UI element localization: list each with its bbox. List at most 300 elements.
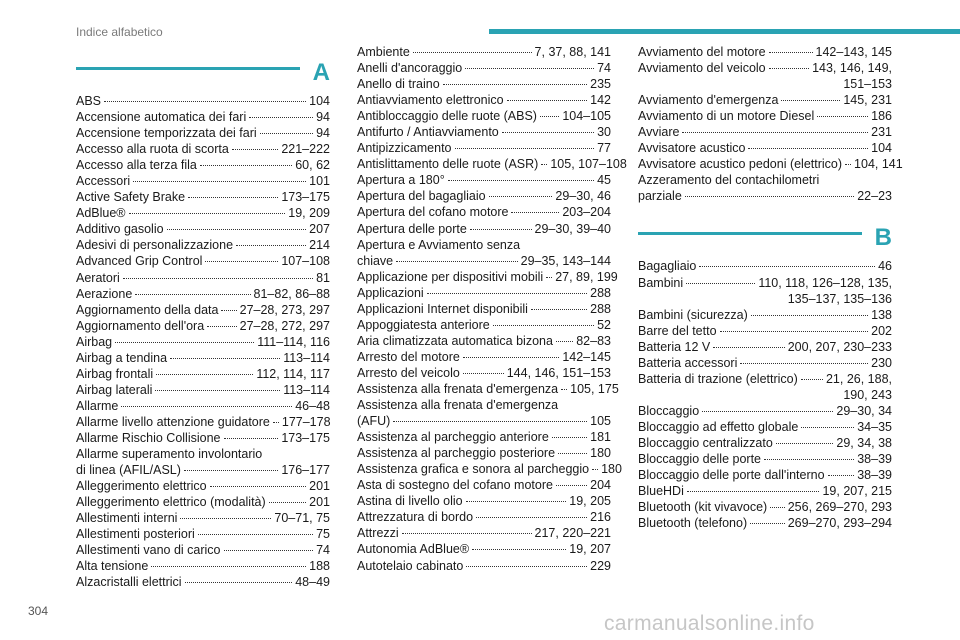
page-number: 304 bbox=[28, 604, 49, 618]
section-a-letter: A bbox=[312, 59, 330, 86]
entry-term: Applicazioni bbox=[357, 285, 424, 300]
index-entry bbox=[638, 156, 903, 172]
entry-pages: 145, 231 bbox=[843, 93, 892, 108]
entry-pages: 113–114 bbox=[283, 382, 330, 397]
index-entry bbox=[638, 323, 892, 339]
entry-pages: 81 bbox=[316, 270, 330, 285]
dot-leader bbox=[801, 427, 854, 428]
entry-term: Allestimenti vano di carico bbox=[76, 543, 221, 558]
entry-pages: 177–178 bbox=[281, 414, 331, 429]
entry-pages: 203–204 bbox=[562, 205, 611, 220]
entry-pages: 214 bbox=[309, 238, 330, 253]
entry-term: Aerazione bbox=[76, 286, 133, 301]
entry-term: Accessori bbox=[76, 174, 131, 189]
dot-leader bbox=[249, 117, 313, 118]
dot-leader bbox=[541, 164, 547, 165]
index-entry bbox=[357, 237, 611, 253]
index-entry bbox=[76, 574, 330, 590]
entry-term: Anelli d'ancoraggio bbox=[357, 61, 463, 76]
entry-term: Arresto del motore bbox=[357, 349, 460, 364]
entry-term: Airbag bbox=[76, 334, 113, 349]
index-entry bbox=[357, 285, 611, 301]
entry-term: Avviare bbox=[638, 125, 680, 140]
index-entry bbox=[357, 349, 611, 365]
entry-term: ABS bbox=[76, 94, 102, 108]
index-column-3 bbox=[638, 44, 903, 531]
entry-pages: 19, 207 bbox=[569, 542, 611, 557]
dot-leader bbox=[531, 309, 587, 310]
index-entry bbox=[76, 446, 330, 462]
entry-term: Allarme superamento involontario bbox=[76, 447, 263, 462]
index-entry bbox=[76, 109, 330, 125]
entry-pages: 104 bbox=[871, 141, 892, 156]
entry-pages: 256, 269–270, 293 bbox=[787, 500, 892, 515]
entry-pages: 52 bbox=[597, 317, 611, 332]
entry-term: Alleggerimento elettrico bbox=[76, 479, 207, 494]
entry-term: Bloccaggio delle porte bbox=[638, 452, 761, 467]
dot-leader bbox=[466, 566, 587, 567]
entry-pages: 288 bbox=[590, 285, 611, 300]
entry-term: Accesso alla terza fila bbox=[76, 158, 197, 173]
index-entry bbox=[357, 397, 611, 413]
entry-pages: 70–71, 75 bbox=[274, 511, 330, 526]
index-entry bbox=[638, 60, 892, 76]
entry-pages: 104 bbox=[309, 94, 330, 108]
entry-term: Avvisatore acustico bbox=[638, 141, 746, 156]
index-entry bbox=[638, 355, 892, 371]
index-column-1 bbox=[76, 59, 331, 590]
dot-leader bbox=[489, 196, 553, 197]
entry-pages: 288 bbox=[590, 301, 611, 316]
entry-pages: 217, 220–221 bbox=[534, 526, 611, 541]
index-entry bbox=[76, 334, 330, 350]
entry-pages: 188 bbox=[309, 559, 330, 574]
index-entry bbox=[638, 172, 892, 188]
watermark: carmanualsonline.info bbox=[604, 612, 815, 635]
entry-pages: 105 bbox=[590, 414, 611, 429]
dot-leader bbox=[687, 491, 820, 492]
dot-leader bbox=[502, 132, 594, 133]
entry-term: Airbag a tendina bbox=[76, 350, 168, 365]
entry-pages: 38–39 bbox=[857, 468, 892, 483]
entry-term: Antislittamento delle ruote (ASR) bbox=[357, 157, 539, 172]
dot-leader bbox=[748, 148, 868, 149]
dot-leader bbox=[556, 341, 573, 342]
index-entry bbox=[76, 189, 330, 205]
entry-pages: 46 bbox=[878, 259, 892, 274]
dot-leader bbox=[151, 566, 306, 567]
dot-leader bbox=[750, 523, 785, 524]
entry-term: Azzeramento del contachilometri bbox=[638, 173, 820, 188]
dot-leader bbox=[472, 549, 566, 550]
entry-pages: 231 bbox=[871, 125, 892, 140]
entry-pages: 81–82, 86–88 bbox=[253, 286, 330, 301]
entry-pages: 19, 209 bbox=[288, 206, 330, 221]
dot-leader bbox=[592, 469, 598, 470]
index-entry bbox=[638, 515, 892, 531]
index-entry bbox=[76, 526, 330, 542]
index-entry bbox=[76, 237, 330, 253]
entry-pages: 180 bbox=[601, 462, 622, 477]
index-entry bbox=[357, 156, 627, 172]
entry-pages: 75 bbox=[316, 527, 330, 542]
entry-pages: 111–114, 116 bbox=[257, 334, 330, 349]
index-entry bbox=[638, 403, 892, 419]
dot-leader bbox=[546, 277, 552, 278]
dot-leader bbox=[466, 501, 567, 502]
dot-leader bbox=[135, 294, 250, 295]
entry-term: Allestimenti posteriori bbox=[76, 527, 195, 542]
index-entry bbox=[357, 541, 611, 557]
entry-pages: 229 bbox=[590, 558, 611, 573]
entry-term: Autonomia AdBlue® bbox=[357, 542, 470, 557]
entry-pages: 105, 175 bbox=[570, 381, 619, 396]
entry-pages: 27–28, 273, 297 bbox=[239, 302, 330, 317]
dot-leader bbox=[123, 278, 313, 279]
dot-leader bbox=[686, 283, 755, 284]
index-entry bbox=[357, 269, 618, 285]
entry-term: Aggiornamento dell'ora bbox=[76, 318, 205, 333]
dot-leader bbox=[556, 485, 587, 486]
dot-leader bbox=[207, 326, 236, 327]
entry-pages: 180 bbox=[590, 446, 611, 461]
entry-term: Airbag laterali bbox=[76, 382, 153, 397]
entry-pages: 110, 118, 126–128, 135, bbox=[758, 275, 892, 290]
entry-pages: 19, 207, 215 bbox=[822, 484, 892, 499]
entry-pages: 45 bbox=[597, 173, 611, 188]
index-entry bbox=[76, 318, 330, 334]
entry-pages: 151–153 bbox=[843, 77, 892, 92]
entry-pages: 201 bbox=[309, 479, 330, 494]
entry-term: Avvisatore acustico pedoni (elettrico) bbox=[638, 157, 843, 172]
index-entry bbox=[357, 204, 611, 220]
entry-pages: 34–35 bbox=[857, 419, 892, 434]
dot-leader bbox=[770, 507, 784, 508]
entry-pages: 142 bbox=[590, 93, 611, 108]
index-entry bbox=[638, 499, 892, 515]
index-entry bbox=[76, 414, 330, 430]
entry-term: Batteria di trazione (elettrico) bbox=[638, 371, 798, 386]
entry-term: Airbag frontali bbox=[76, 366, 154, 381]
entry-pages: 27, 89, 199 bbox=[555, 269, 618, 284]
entry-term: Appoggiatesta anteriore bbox=[357, 317, 490, 332]
dot-leader bbox=[720, 331, 869, 332]
entry-pages: 204 bbox=[590, 478, 611, 493]
entry-pages: 94 bbox=[316, 110, 330, 125]
entry-term: Avviamento del veicolo bbox=[638, 61, 766, 76]
index-entry bbox=[76, 205, 330, 221]
entry-term: Attrezzatura di bordo bbox=[357, 510, 474, 525]
index-entry bbox=[357, 461, 622, 477]
dot-leader bbox=[115, 342, 254, 343]
entry-term: Advanced Grip Control bbox=[76, 254, 203, 269]
entry-pages: 29–30, 34 bbox=[836, 403, 892, 418]
entry-pages: 21, 26, 188, bbox=[825, 371, 892, 386]
dot-leader bbox=[558, 453, 587, 454]
entry-pages: 201 bbox=[309, 495, 330, 510]
index-entry bbox=[357, 221, 611, 237]
section-b-rule bbox=[638, 232, 862, 235]
entry-term: (AFU) bbox=[357, 414, 391, 429]
dot-leader bbox=[776, 443, 834, 444]
index-entry bbox=[638, 339, 892, 355]
dot-leader bbox=[269, 502, 306, 503]
entry-pages: 200, 207, 230–233 bbox=[787, 339, 892, 354]
index-entry bbox=[357, 445, 611, 461]
index-entry bbox=[357, 92, 611, 108]
dot-leader bbox=[170, 358, 280, 359]
entry-term: Anello di traino bbox=[357, 77, 440, 92]
dot-leader bbox=[393, 421, 587, 422]
entry-term: Antipizzicamento bbox=[357, 141, 452, 156]
entry-term: AdBlue® bbox=[76, 206, 126, 221]
dot-leader bbox=[396, 261, 517, 262]
dot-leader bbox=[511, 212, 559, 213]
index-entry bbox=[357, 477, 611, 493]
entry-term: Additivo gasolio bbox=[76, 222, 164, 237]
index-entry bbox=[76, 430, 330, 446]
index-entry bbox=[76, 366, 330, 382]
entry-term: Bluetooth (kit vivavoce) bbox=[638, 500, 768, 515]
entry-pages: 74 bbox=[316, 543, 330, 558]
index-entry bbox=[638, 124, 892, 140]
entry-term: Arresto del veicolo bbox=[357, 365, 460, 380]
section-b-header bbox=[638, 224, 892, 257]
entry-term: Adesivi di personalizzazione bbox=[76, 238, 234, 253]
index-entry bbox=[76, 286, 330, 302]
entry-pages: 142–143, 145 bbox=[815, 45, 892, 59]
entry-pages: 107–108 bbox=[281, 254, 330, 269]
dot-leader bbox=[133, 181, 306, 182]
index-column-2 bbox=[357, 44, 627, 574]
index-entry bbox=[638, 258, 892, 274]
index-entry bbox=[357, 253, 611, 269]
index-entry bbox=[638, 387, 892, 403]
dot-leader bbox=[236, 245, 306, 246]
entry-pages: 38–39 bbox=[857, 452, 892, 467]
index-entry bbox=[76, 125, 330, 141]
entry-term: Bloccaggio bbox=[638, 403, 700, 418]
index-entry bbox=[357, 365, 611, 381]
index-entry bbox=[638, 275, 892, 291]
entry-term: di linea (AFIL/ASL) bbox=[76, 463, 181, 478]
index-entry bbox=[357, 558, 611, 574]
entry-term: Apertura e Avviamento senza bbox=[357, 237, 521, 252]
index-entry bbox=[357, 333, 611, 349]
entry-term: Applicazione per dispositivi mobili bbox=[357, 269, 544, 284]
index-entry bbox=[76, 542, 330, 558]
header-accent-bar bbox=[489, 29, 960, 34]
dot-leader bbox=[540, 116, 559, 117]
dot-leader bbox=[476, 517, 587, 518]
dot-leader bbox=[470, 229, 532, 230]
index-entry bbox=[357, 301, 611, 317]
dot-leader bbox=[682, 132, 868, 133]
entry-term: Accesso alla ruota di scorta bbox=[76, 142, 229, 157]
index-entry bbox=[357, 493, 611, 509]
index-list-a-col2 bbox=[357, 44, 627, 574]
dot-leader bbox=[817, 116, 868, 117]
entry-pages: 181 bbox=[590, 430, 611, 445]
dot-leader bbox=[713, 347, 784, 348]
index-entry bbox=[357, 172, 611, 188]
index-entry bbox=[76, 510, 330, 526]
entry-pages: 22–23 bbox=[857, 189, 892, 204]
dot-leader bbox=[180, 518, 271, 519]
index-entry bbox=[76, 462, 330, 478]
index-entry bbox=[357, 140, 611, 156]
entry-term: Apertura delle porte bbox=[357, 221, 467, 236]
index-entry bbox=[76, 253, 330, 269]
index-entry bbox=[638, 44, 892, 60]
entry-term: Apertura del bagagliaio bbox=[357, 189, 486, 204]
entry-term: Bloccaggio delle porte dall'interno bbox=[638, 468, 825, 483]
dot-leader bbox=[121, 406, 292, 407]
index-entry bbox=[638, 291, 892, 307]
entry-pages: 113–114 bbox=[283, 350, 330, 365]
index-entry bbox=[357, 509, 611, 525]
entry-pages: 82–83 bbox=[576, 333, 611, 348]
dot-leader bbox=[224, 550, 314, 551]
dot-leader bbox=[129, 213, 286, 214]
entry-pages: 230 bbox=[871, 355, 892, 370]
dot-leader bbox=[507, 100, 588, 101]
entry-term: parziale bbox=[638, 189, 682, 204]
entry-pages: 173–175 bbox=[281, 190, 330, 205]
index-entry bbox=[357, 429, 611, 445]
section-a-rule bbox=[76, 67, 300, 70]
index-entry bbox=[638, 92, 892, 108]
dot-leader bbox=[155, 390, 280, 391]
index-entry bbox=[638, 307, 892, 323]
entry-pages: 46–48 bbox=[295, 398, 330, 413]
section-a-header bbox=[76, 59, 330, 92]
entry-pages: 186 bbox=[871, 109, 892, 124]
index-entry bbox=[76, 93, 330, 109]
header-title: Indice alfabetico bbox=[76, 25, 163, 39]
entry-term: Active Safety Brake bbox=[76, 190, 186, 205]
dot-leader bbox=[561, 389, 567, 390]
entry-term: Assistenza alla frenata d'emergenza bbox=[357, 381, 559, 396]
index-entry bbox=[638, 76, 892, 92]
entry-term: Apertura a 180° bbox=[357, 173, 445, 188]
entry-term: Astina di livello olio bbox=[357, 494, 463, 509]
entry-pages: 77 bbox=[597, 141, 611, 156]
index-entry bbox=[357, 44, 611, 60]
index-entry bbox=[638, 467, 892, 483]
entry-pages: 142–145 bbox=[562, 349, 611, 364]
entry-term: Accensione automatica dei fari bbox=[76, 110, 247, 125]
dot-leader bbox=[184, 470, 278, 471]
index-entry bbox=[357, 317, 611, 333]
dot-leader bbox=[198, 534, 313, 535]
entry-term: Assistenza al parcheggio posteriore bbox=[357, 446, 556, 461]
entry-term: Avviamento d'emergenza bbox=[638, 93, 779, 108]
entry-pages: 48–49 bbox=[295, 575, 330, 590]
entry-pages: 138 bbox=[871, 307, 892, 322]
entry-pages: 176–177 bbox=[281, 463, 330, 478]
index-entry bbox=[638, 140, 892, 156]
dot-leader bbox=[402, 533, 532, 534]
index-entry bbox=[76, 398, 330, 414]
index-entry bbox=[76, 270, 330, 286]
entry-pages: 29–35, 143–144 bbox=[520, 253, 611, 268]
entry-pages: 190, 243 bbox=[843, 387, 892, 402]
dot-leader bbox=[413, 52, 532, 53]
dot-leader bbox=[260, 133, 313, 134]
dot-leader bbox=[427, 293, 587, 294]
dot-leader bbox=[828, 475, 855, 476]
dot-leader bbox=[200, 165, 292, 166]
entry-term: Applicazioni Internet disponibili bbox=[357, 301, 528, 316]
index-entry bbox=[76, 494, 330, 510]
entry-pages: 144, 146, 151–153 bbox=[506, 365, 611, 380]
entry-pages: 101 bbox=[309, 174, 330, 189]
entry-term: Asta di sostegno del cofano motore bbox=[357, 478, 553, 493]
entry-term: Alleggerimento elettrico (modalità) bbox=[76, 495, 266, 510]
entry-term: Allestimenti interni bbox=[76, 511, 178, 526]
entry-pages: 29–30, 46 bbox=[555, 189, 611, 204]
entry-term: Antiavviamento elettronico bbox=[357, 93, 504, 108]
entry-term: Aeratori bbox=[76, 270, 120, 285]
index-entry bbox=[76, 302, 330, 318]
dot-leader bbox=[463, 373, 504, 374]
index-entry bbox=[638, 419, 892, 435]
dot-leader bbox=[210, 486, 307, 487]
dot-leader bbox=[493, 325, 594, 326]
entry-term: Allarme livello attenzione guidatore bbox=[76, 414, 270, 429]
dot-leader bbox=[801, 379, 823, 380]
entry-term: Batteria accessori bbox=[638, 355, 738, 370]
dot-leader bbox=[443, 84, 587, 85]
entry-term: Allarme bbox=[76, 398, 119, 413]
index-entry bbox=[76, 221, 330, 237]
entry-term: Aria climatizzata automatica bizona bbox=[357, 333, 553, 348]
entry-term: Bloccaggio ad effetto globale bbox=[638, 419, 799, 434]
entry-term: Alzacristalli elettrici bbox=[76, 575, 182, 590]
index-entry bbox=[76, 558, 330, 574]
dot-leader bbox=[448, 180, 594, 181]
dot-leader bbox=[104, 101, 306, 102]
index-list-a-col3 bbox=[638, 44, 903, 204]
entry-term: Aggiornamento della data bbox=[76, 302, 219, 317]
index-entry bbox=[357, 76, 611, 92]
dot-leader bbox=[156, 374, 253, 375]
entry-pages: 221–222 bbox=[281, 142, 330, 157]
dot-leader bbox=[224, 438, 279, 439]
dot-leader bbox=[769, 68, 809, 69]
dot-leader bbox=[465, 68, 594, 69]
index-entry bbox=[357, 60, 611, 76]
entry-term: Antibloccaggio delle ruote (ABS) bbox=[357, 109, 537, 124]
index-entry bbox=[76, 382, 330, 398]
entry-pages: 60, 62 bbox=[295, 158, 330, 173]
entry-term: Batteria 12 V bbox=[638, 339, 711, 354]
entry-pages: 235 bbox=[590, 77, 611, 92]
dot-leader bbox=[740, 363, 868, 364]
dot-leader bbox=[552, 437, 587, 438]
dot-leader bbox=[232, 149, 278, 150]
entry-term: Bluetooth (telefono) bbox=[638, 516, 748, 531]
index-list-b-col3 bbox=[638, 258, 892, 531]
index-entry bbox=[638, 188, 892, 204]
entry-term: Autotelaio cabinato bbox=[357, 558, 464, 573]
index-entry bbox=[638, 108, 892, 124]
entry-pages: 105, 107–108 bbox=[550, 157, 627, 172]
index-entry bbox=[76, 157, 330, 173]
dot-leader bbox=[185, 582, 293, 583]
entry-term: Bagagliaio bbox=[638, 259, 697, 274]
